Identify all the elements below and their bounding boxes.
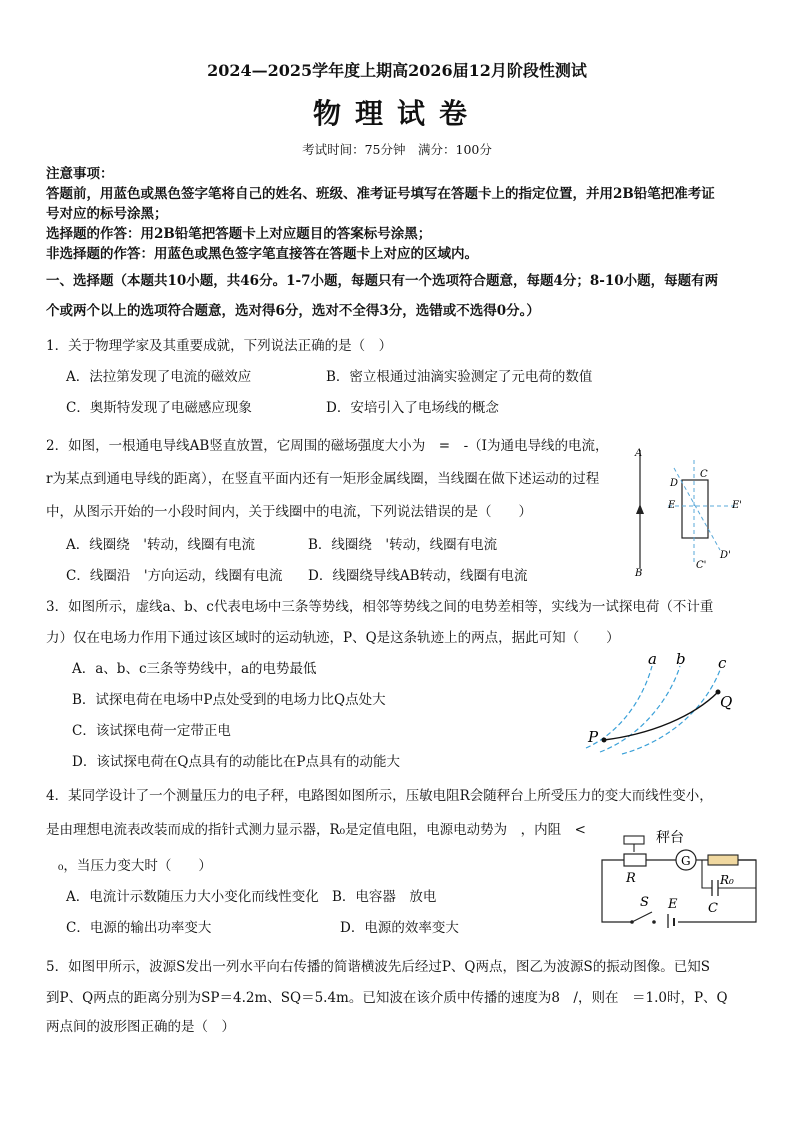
- label-r: R: [626, 871, 636, 886]
- q1-stem: 1．关于物理学家及其重要成就，下列说法正确的是（ ）: [46, 338, 393, 354]
- platform-top: [624, 836, 644, 844]
- label-e: E: [668, 897, 678, 912]
- label-b: B: [635, 568, 643, 579]
- q2-line1: 2．如图，一根通电导线AB竖直放置，它周围的磁场强度大小为 = -（I为通电导线的电流，: [46, 438, 609, 454]
- label-q: Q: [720, 693, 733, 711]
- q4-option-b: B．电容器 放电: [332, 889, 437, 905]
- label-d-prime: D': [720, 550, 731, 561]
- q2-option-c: C．线圈沿 '方向运动，线圈有电流: [66, 568, 283, 584]
- label-c-prime: C': [696, 560, 707, 571]
- trajectory: [604, 692, 718, 740]
- q1-option-b: B．密立根通过油滴实验测定了元电荷的数值: [326, 369, 593, 385]
- q2-option-b: B．线圈绕 '转动，线圈有电流: [308, 537, 498, 553]
- exam-info: 考试时间：75分钟 满分：100分: [302, 142, 492, 157]
- q3-option-c: C．该试探电荷一定带正电: [72, 723, 231, 739]
- q4-line1: 4．某同学设计了一个测量压力的电子秤，电路图如图所示，压敏电阻R会随秤台上所受压力的变大而线性变小，: [46, 788, 713, 804]
- q4-option-d: D．电源的效率变大: [340, 920, 459, 936]
- outer-wire: [602, 860, 756, 922]
- exam-title: 2024—2025学年度上期高2026届12月阶段性测试: [207, 61, 587, 80]
- current-arrow-icon: [636, 504, 644, 514]
- label-r0: R₀: [720, 873, 734, 887]
- q2-option-d: D．线圈绕导线AB转动，线圈有电流: [308, 568, 528, 584]
- q2-figure: [628, 440, 758, 582]
- label-a: a: [648, 652, 657, 668]
- equipotential-c: [622, 670, 720, 754]
- section1-line1: 一、选择题（本题共10小题，共46分。1-7小题，每题只有一个选项符合题意，每题4分；8-10小题，每题有两: [46, 273, 719, 289]
- platform-label: 秤台: [656, 830, 684, 846]
- q3-option-b: B．试探电荷在电场中P点处受到的电场力比Q点处大: [72, 692, 386, 708]
- notice-line-3: 非选择题的作答：用蓝色或黑色签字笔直接答在答题卡上对应的区域内。: [46, 246, 478, 262]
- q3-line2: 力）仅在电场力作用下通过该区域时的运动轨迹，P、Q是这条轨迹上的两点，据此可知（ ）: [46, 630, 620, 646]
- q3-option-a: A．a、b、c三条等势线中，a的电势最低: [72, 661, 317, 677]
- notice-line-2: 选择题的作答：用2B铅笔把答题卡上对应题目的答案标号涂黑；: [46, 226, 432, 242]
- notice-heading: 注意事项：: [46, 166, 114, 182]
- label-d: D: [670, 478, 679, 489]
- q2-line2: r为某点到通电导线的距离），在竖直平面内还有一矩形金属线圈，当线圈在做下述运动的过程: [46, 471, 600, 487]
- label-e: E: [668, 500, 676, 511]
- resistor-r: [624, 854, 646, 866]
- notice-line-1b: 号对应的标号涂黑；: [46, 206, 168, 222]
- label-g: G: [681, 854, 691, 868]
- q3-figure: [582, 652, 742, 756]
- q5-line2: 到P、Q两点的距离分别为SP＝4.2m、SQ＝5.4m。已知波在该介质中传播的速度为8 /，则在 ＝1.0时，P、Q: [46, 990, 728, 1006]
- label-a: A: [635, 448, 643, 459]
- label-c: C: [708, 901, 718, 916]
- label-c: c: [718, 654, 727, 672]
- q2-line3: 中，从图示开始的一小段时间内，关于线圈中的电流，下列说法错误的是（ ）: [46, 504, 532, 520]
- q1-option-d: D．安培引入了电场线的概念: [326, 400, 499, 416]
- q5-line3: 两点间的波形图正确的是（ ）: [46, 1019, 235, 1035]
- label-s: S: [640, 895, 649, 910]
- subject-title: 物理试卷: [312, 97, 481, 130]
- q2-option-a: A．线圈绕 '转动，线圈有电流: [66, 537, 255, 553]
- q4-figure: [596, 826, 768, 928]
- q3-line1: 3．如图所示，虚线a、b、c代表电场中三条等势线，相邻等势线之间的电势差相等，实线为一试探电荷（不计重: [46, 599, 714, 615]
- q3-option-d: D．该试探电荷在Q点具有的动能比在P点具有的动能大: [72, 754, 400, 770]
- q4-option-a: A．电流计示数随压力大小变化而线性变化: [66, 889, 319, 905]
- label-e-prime: E': [732, 500, 743, 511]
- q4-line2: 是由理想电流表改装而成的指针式测力显示器，R₀是定值电阻，电源电动势为 ，内阻 <: [46, 822, 586, 838]
- resistor-r0: [708, 855, 738, 865]
- q1-option-c: C．奥斯特发现了电磁感应现象: [66, 400, 252, 416]
- notice-line-1a: 答题前，用蓝色或黑色签字笔将自己的姓名、班级、准考证号填写在答题卡上的指定位置，并用2B铅笔把准考证: [46, 186, 715, 202]
- q5-line1: 5．如图甲所示，波源S发出一列水平向右传播的简谐横波先后经过P、Q两点，图乙为波源S的振动图像。已知S: [46, 959, 710, 975]
- point-p: [602, 738, 607, 743]
- label-p: P: [588, 728, 599, 746]
- q1-option-a: A．法拉第发现了电流的磁效应: [66, 369, 252, 385]
- q4-line3: ₀，当压力变大时（ ）: [58, 858, 212, 874]
- label-b: b: [676, 652, 686, 668]
- label-c: C: [700, 469, 708, 480]
- q4-option-c: C．电源的输出功率变大: [66, 920, 212, 936]
- section1-line2: 个或两个以上的选项符合题意，选对得6分，选对不全得3分，选错或不选得0分。）: [46, 303, 540, 319]
